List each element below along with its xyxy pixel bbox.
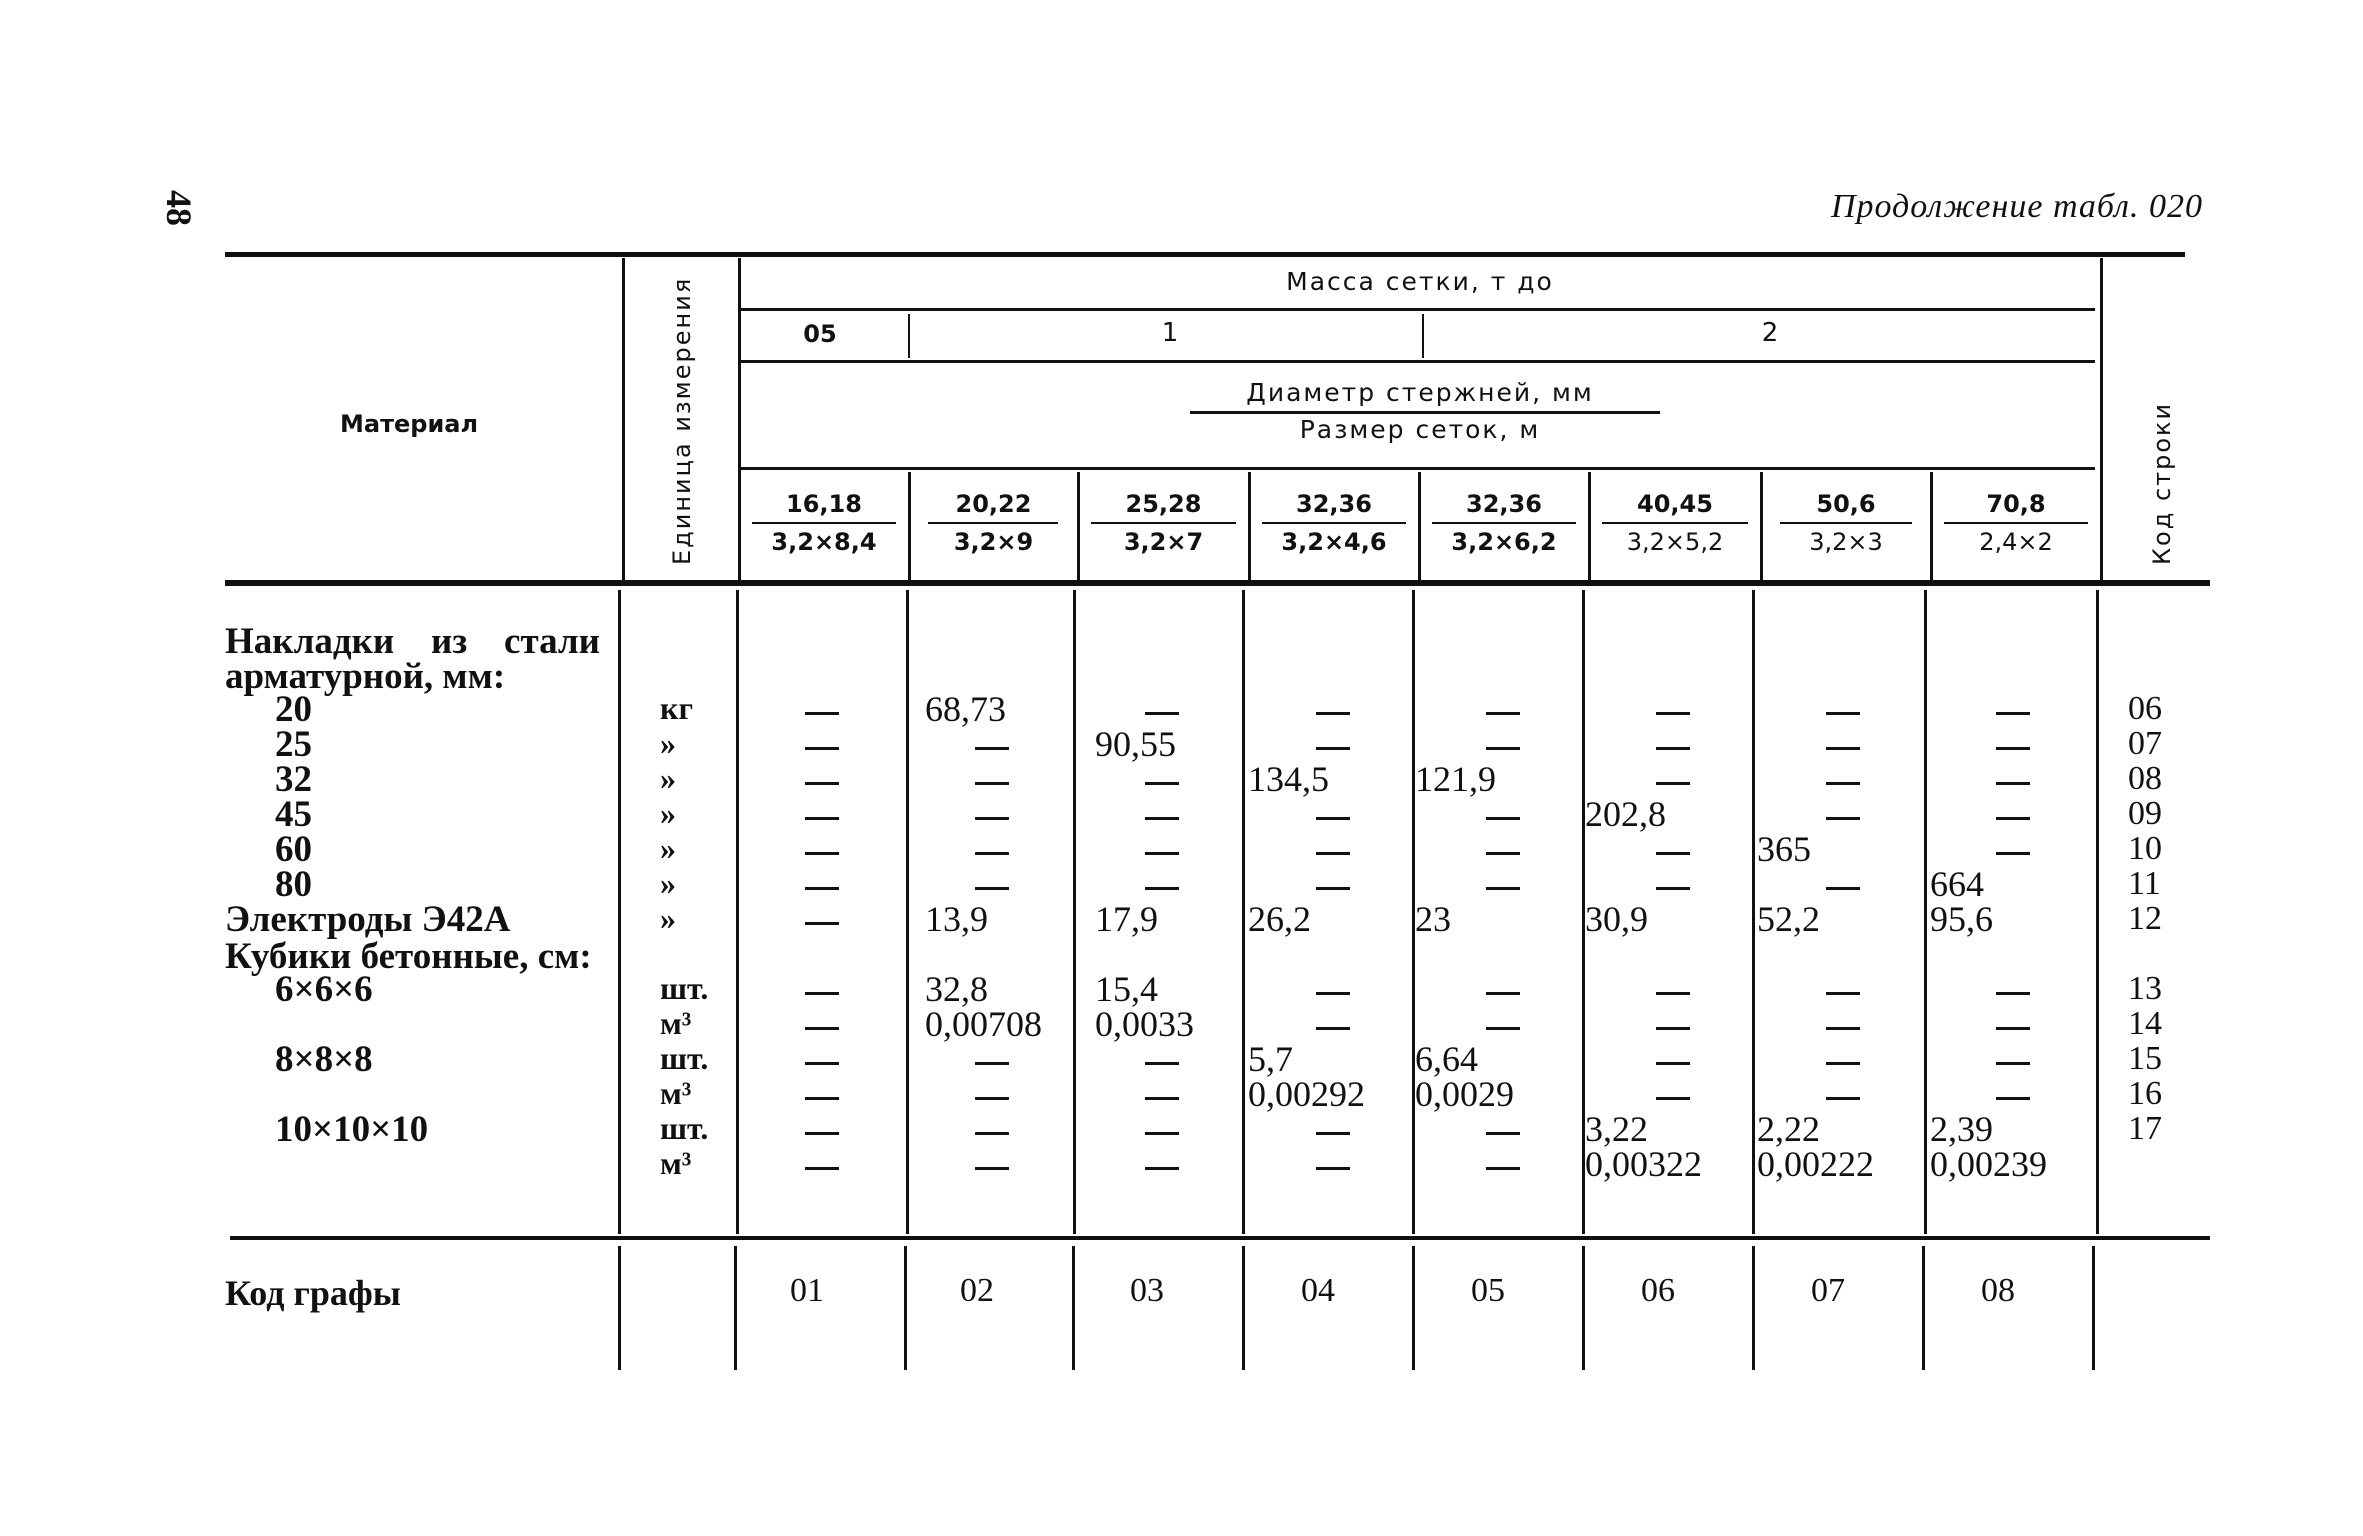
cell-value: 26,2 (1248, 899, 1311, 939)
empty-cell-dash (975, 817, 1009, 820)
cell-value: 664 (1930, 864, 1984, 904)
empty-cell-dash (1656, 1027, 1690, 1030)
row-code: 09 (2128, 795, 2162, 832)
empty-cell-dash (1656, 712, 1690, 715)
table-continuation-caption: Продолжение табл. 020 (1830, 188, 2203, 225)
table-top-rule (225, 252, 2185, 257)
cell-value: 3,22 (1585, 1109, 1648, 1149)
fraction-bar (752, 522, 896, 524)
diameter-value: 50,6 (1816, 490, 1876, 518)
empty-cell-dash (1145, 887, 1179, 890)
empty-cell-dash (1656, 887, 1690, 890)
fraction-bar (1091, 522, 1236, 524)
empty-cell-dash (805, 887, 839, 890)
footer-vline (904, 1246, 907, 1370)
column-code: 04 (1301, 1272, 1335, 1309)
cell-value: 0,0033 (1095, 1004, 1194, 1044)
cell-value: 13,9 (925, 899, 988, 939)
diameter-value: 32,36 (1466, 490, 1542, 518)
empty-cell-dash (805, 817, 839, 820)
empty-cell-dash (1656, 1097, 1690, 1100)
empty-cell-dash (1486, 817, 1520, 820)
row-unit: » (660, 830, 676, 866)
empty-cell-dash (975, 1062, 1009, 1065)
row-unit: » (660, 900, 676, 936)
row-unit: м³ (660, 1005, 692, 1041)
column-code: 05 (1471, 1272, 1505, 1309)
cell-value: 365 (1757, 829, 1811, 869)
cell-value: 2,22 (1757, 1109, 1820, 1149)
empty-cell-dash (1316, 747, 1350, 750)
empty-cell-dash (1826, 1097, 1860, 1100)
column-header-5 (1420, 490, 1588, 570)
column-header-2 (910, 490, 1077, 570)
cell-value: 134,5 (1248, 759, 1329, 799)
empty-cell-dash (1826, 712, 1860, 715)
row-code: 15 (2128, 1040, 2162, 1077)
empty-cell-dash (1996, 817, 2030, 820)
row-unit: м³ (660, 1075, 692, 1111)
fraction-bar (1432, 522, 1576, 524)
empty-cell-dash (1996, 747, 2030, 750)
empty-cell-dash (975, 1167, 1009, 1170)
empty-cell-dash (1486, 852, 1520, 855)
mesh-size-value: 3,2×3 (1809, 528, 1883, 556)
row-unit: » (660, 725, 676, 761)
empty-cell-dash (975, 1097, 1009, 1100)
mass-rule (740, 308, 2095, 311)
diameter-header: Диаметр стержней, мм (1246, 378, 1594, 407)
row-material: 20 (275, 689, 312, 730)
mass-header: Масса сетки, т до (1286, 267, 1554, 296)
empty-cell-dash (1656, 1062, 1690, 1065)
row-unit: » (660, 760, 676, 796)
body-vline (906, 590, 909, 1234)
column-header-4 (1250, 490, 1418, 570)
body-vline (1752, 590, 1755, 1234)
empty-cell-dash (1996, 1097, 2030, 1100)
row-code-header: Код строки (2148, 401, 2176, 565)
empty-cell-dash (1656, 852, 1690, 855)
mesh-size-value: 3,2×7 (1123, 528, 1204, 556)
cell-value: 6,64 (1415, 1039, 1478, 1079)
row-material: Электроды Э42А (225, 899, 511, 940)
empty-cell-dash (805, 1167, 839, 1170)
footer-vline (734, 1246, 737, 1370)
mass-groups-rule (740, 360, 2095, 363)
empty-cell-dash (805, 922, 839, 925)
empty-cell-dash (1145, 1167, 1179, 1170)
diameter-value: 32,36 (1296, 490, 1372, 518)
diameter-value: 70,8 (1986, 490, 2046, 518)
mass-group-divider (908, 314, 910, 358)
fraction-bar (1262, 522, 1406, 524)
empty-cell-dash (1996, 852, 2030, 855)
body-vline (2096, 590, 2099, 1234)
empty-cell-dash (1316, 992, 1350, 995)
diameter-value: 16,18 (786, 490, 862, 518)
column-code: 01 (790, 1272, 824, 1309)
body-bottom-rule (230, 1236, 2210, 1240)
group-label-nakladki: Накладки из стали (225, 621, 600, 662)
group-label-kubiki: Кубики бетонные, см: (225, 936, 592, 977)
empty-cell-dash (1486, 1027, 1520, 1030)
row-material: 10×10×10 (275, 1109, 429, 1150)
empty-cell-dash (805, 852, 839, 855)
empty-cell-dash (805, 992, 839, 995)
column-header-7 (1762, 490, 1930, 570)
cell-value: 52,2 (1757, 899, 1820, 939)
footer-vline (2092, 1246, 2095, 1370)
empty-cell-dash (1656, 782, 1690, 785)
empty-cell-dash (805, 1132, 839, 1135)
mass-group-05: 05 (803, 320, 837, 348)
cell-value: 0,0029 (1415, 1074, 1514, 1114)
row-material: 32 (275, 759, 312, 800)
empty-cell-dash (1316, 852, 1350, 855)
row-code: 12 (2128, 900, 2162, 937)
footer-label: Код графы (225, 1273, 401, 1313)
empty-cell-dash (1996, 782, 2030, 785)
empty-cell-dash (975, 747, 1009, 750)
empty-cell-dash (975, 887, 1009, 890)
empty-cell-dash (1145, 817, 1179, 820)
body-vline (1073, 590, 1076, 1234)
empty-cell-dash (1826, 747, 1860, 750)
row-code: 13 (2128, 970, 2162, 1007)
empty-cell-dash (1826, 887, 1860, 890)
page-number: 48 (159, 190, 199, 226)
body-vline (1924, 590, 1927, 1234)
empty-cell-dash (1486, 1167, 1520, 1170)
group-label-nakladki-cont: арматурной, мм: (225, 656, 506, 697)
empty-cell-dash (1996, 1027, 2030, 1030)
column-code: 08 (1981, 1272, 2015, 1309)
cell-value: 0,00292 (1248, 1074, 1365, 1114)
cell-value: 202,8 (1585, 794, 1666, 834)
body-vline (618, 590, 621, 1234)
empty-cell-dash (1316, 1167, 1350, 1170)
mesh-size-value: 3,2×8,4 (771, 528, 877, 556)
cell-value: 15,4 (1095, 969, 1158, 1009)
column-header-3 (1079, 490, 1248, 570)
empty-cell-dash (1145, 782, 1179, 785)
diameter-fraction-bar (1190, 411, 1660, 414)
cell-value: 30,9 (1585, 899, 1648, 939)
column-code: 03 (1130, 1272, 1164, 1309)
empty-cell-dash (1486, 747, 1520, 750)
empty-cell-dash (975, 852, 1009, 855)
mesh-size-value: 3,2×5,2 (1626, 528, 1724, 556)
mass-group-2: 2 (1761, 318, 1779, 348)
mesh-size-value: 2,4×2 (1979, 528, 2053, 556)
row-unit: м³ (660, 1145, 692, 1181)
empty-cell-dash (1486, 712, 1520, 715)
mesh-size-header: Размер сеток, м (1299, 415, 1541, 444)
empty-cell-dash (1826, 817, 1860, 820)
diameter-value: 20,22 (955, 490, 1032, 518)
empty-cell-dash (1316, 712, 1350, 715)
cell-value: 90,55 (1095, 724, 1176, 764)
empty-cell-dash (805, 1027, 839, 1030)
row-code: 11 (2128, 865, 2161, 902)
footer-vline (1242, 1246, 1245, 1370)
empty-cell-dash (1826, 1027, 1860, 1030)
row-code: 07 (2128, 725, 2162, 762)
empty-cell-dash (1316, 887, 1350, 890)
empty-cell-dash (1316, 1132, 1350, 1135)
empty-cell-dash (805, 1062, 839, 1065)
cell-value: 0,00222 (1757, 1144, 1874, 1184)
column-code: 02 (960, 1272, 994, 1309)
empty-cell-dash (1826, 782, 1860, 785)
row-unit: » (660, 795, 676, 831)
empty-cell-dash (1316, 817, 1350, 820)
column-code: 06 (1641, 1272, 1675, 1309)
mass-group-divider (1422, 314, 1424, 358)
footer-vline (1922, 1246, 1925, 1370)
empty-cell-dash (1486, 887, 1520, 890)
cell-value: 95,6 (1930, 899, 1993, 939)
footer-vline (1072, 1246, 1075, 1370)
empty-cell-dash (1145, 1132, 1179, 1135)
diameter-value: 40,45 (1637, 490, 1713, 518)
empty-cell-dash (1145, 1097, 1179, 1100)
mesh-size-value: 3,2×9 (953, 528, 1034, 556)
unit-header: Единица измерения (668, 276, 696, 565)
fraction-bar (1602, 522, 1748, 524)
body-vline (1242, 590, 1245, 1234)
diameter-rule (740, 467, 2095, 470)
material-header: Материал (340, 410, 479, 438)
empty-cell-dash (805, 712, 839, 715)
fraction-bar (928, 522, 1058, 524)
empty-cell-dash (1656, 747, 1690, 750)
cell-value: 68,73 (925, 689, 1006, 729)
empty-cell-dash (805, 1097, 839, 1100)
fraction-bar (1944, 522, 2088, 524)
row-unit: » (660, 865, 676, 901)
empty-cell-dash (975, 1132, 1009, 1135)
row-code: 06 (2128, 690, 2162, 727)
footer-vline (1582, 1246, 1585, 1370)
empty-cell-dash (1316, 1027, 1350, 1030)
cell-value: 32,8 (925, 969, 988, 1009)
row-code: 17 (2128, 1110, 2162, 1147)
empty-cell-dash (1145, 712, 1179, 715)
cell-value: 2,39 (1930, 1109, 1993, 1149)
empty-cell-dash (1656, 992, 1690, 995)
cell-value: 0,00239 (1930, 1144, 2047, 1184)
fraction-bar (1780, 522, 1912, 524)
column-code: 07 (1811, 1272, 1845, 1309)
header-vline (2100, 258, 2103, 580)
mesh-size-value: 3,2×4,6 (1281, 528, 1387, 556)
cell-value: 121,9 (1415, 759, 1496, 799)
header-vline (622, 258, 625, 580)
row-material: 45 (275, 794, 312, 835)
header-bottom-rule (225, 580, 2210, 586)
row-unit: шт. (660, 1110, 709, 1146)
row-material: 6×6×6 (275, 969, 373, 1010)
mesh-size-value: 3,2×6,2 (1451, 528, 1557, 556)
row-material: 60 (275, 829, 312, 870)
row-code: 08 (2128, 760, 2162, 797)
cell-value: 17,9 (1095, 899, 1158, 939)
cell-value: 0,00708 (925, 1004, 1042, 1044)
row-code: 14 (2128, 1005, 2162, 1042)
empty-cell-dash (805, 747, 839, 750)
cell-value: 0,00322 (1585, 1144, 1702, 1184)
cell-value: 5,7 (1248, 1039, 1293, 1079)
row-code: 10 (2128, 830, 2162, 867)
footer-vline (618, 1246, 621, 1370)
row-code: 16 (2128, 1075, 2162, 1112)
empty-cell-dash (1826, 992, 1860, 995)
row-unit: шт. (660, 970, 709, 1006)
row-material: 80 (275, 864, 312, 905)
empty-cell-dash (1145, 1062, 1179, 1065)
column-header-8 (1932, 490, 2100, 570)
empty-cell-dash (1826, 1062, 1860, 1065)
empty-cell-dash (1996, 712, 2030, 715)
column-header-1 (740, 490, 908, 570)
column-header-6 (1590, 490, 1760, 570)
footer-vline (1752, 1246, 1755, 1370)
row-material: 8×8×8 (275, 1039, 373, 1080)
row-material: 25 (275, 724, 312, 765)
empty-cell-dash (1486, 1132, 1520, 1135)
row-unit: кг (660, 690, 693, 726)
footer-vline (1412, 1246, 1415, 1370)
empty-cell-dash (1486, 992, 1520, 995)
row-unit: шт. (660, 1040, 709, 1076)
diameter-value: 25,28 (1125, 490, 1202, 518)
empty-cell-dash (1996, 992, 2030, 995)
empty-cell-dash (1145, 852, 1179, 855)
empty-cell-dash (1996, 1062, 2030, 1065)
empty-cell-dash (975, 782, 1009, 785)
body-vline (736, 590, 739, 1234)
mass-group-1: 1 (1161, 318, 1179, 348)
empty-cell-dash (805, 782, 839, 785)
cell-value: 23 (1415, 899, 1451, 939)
